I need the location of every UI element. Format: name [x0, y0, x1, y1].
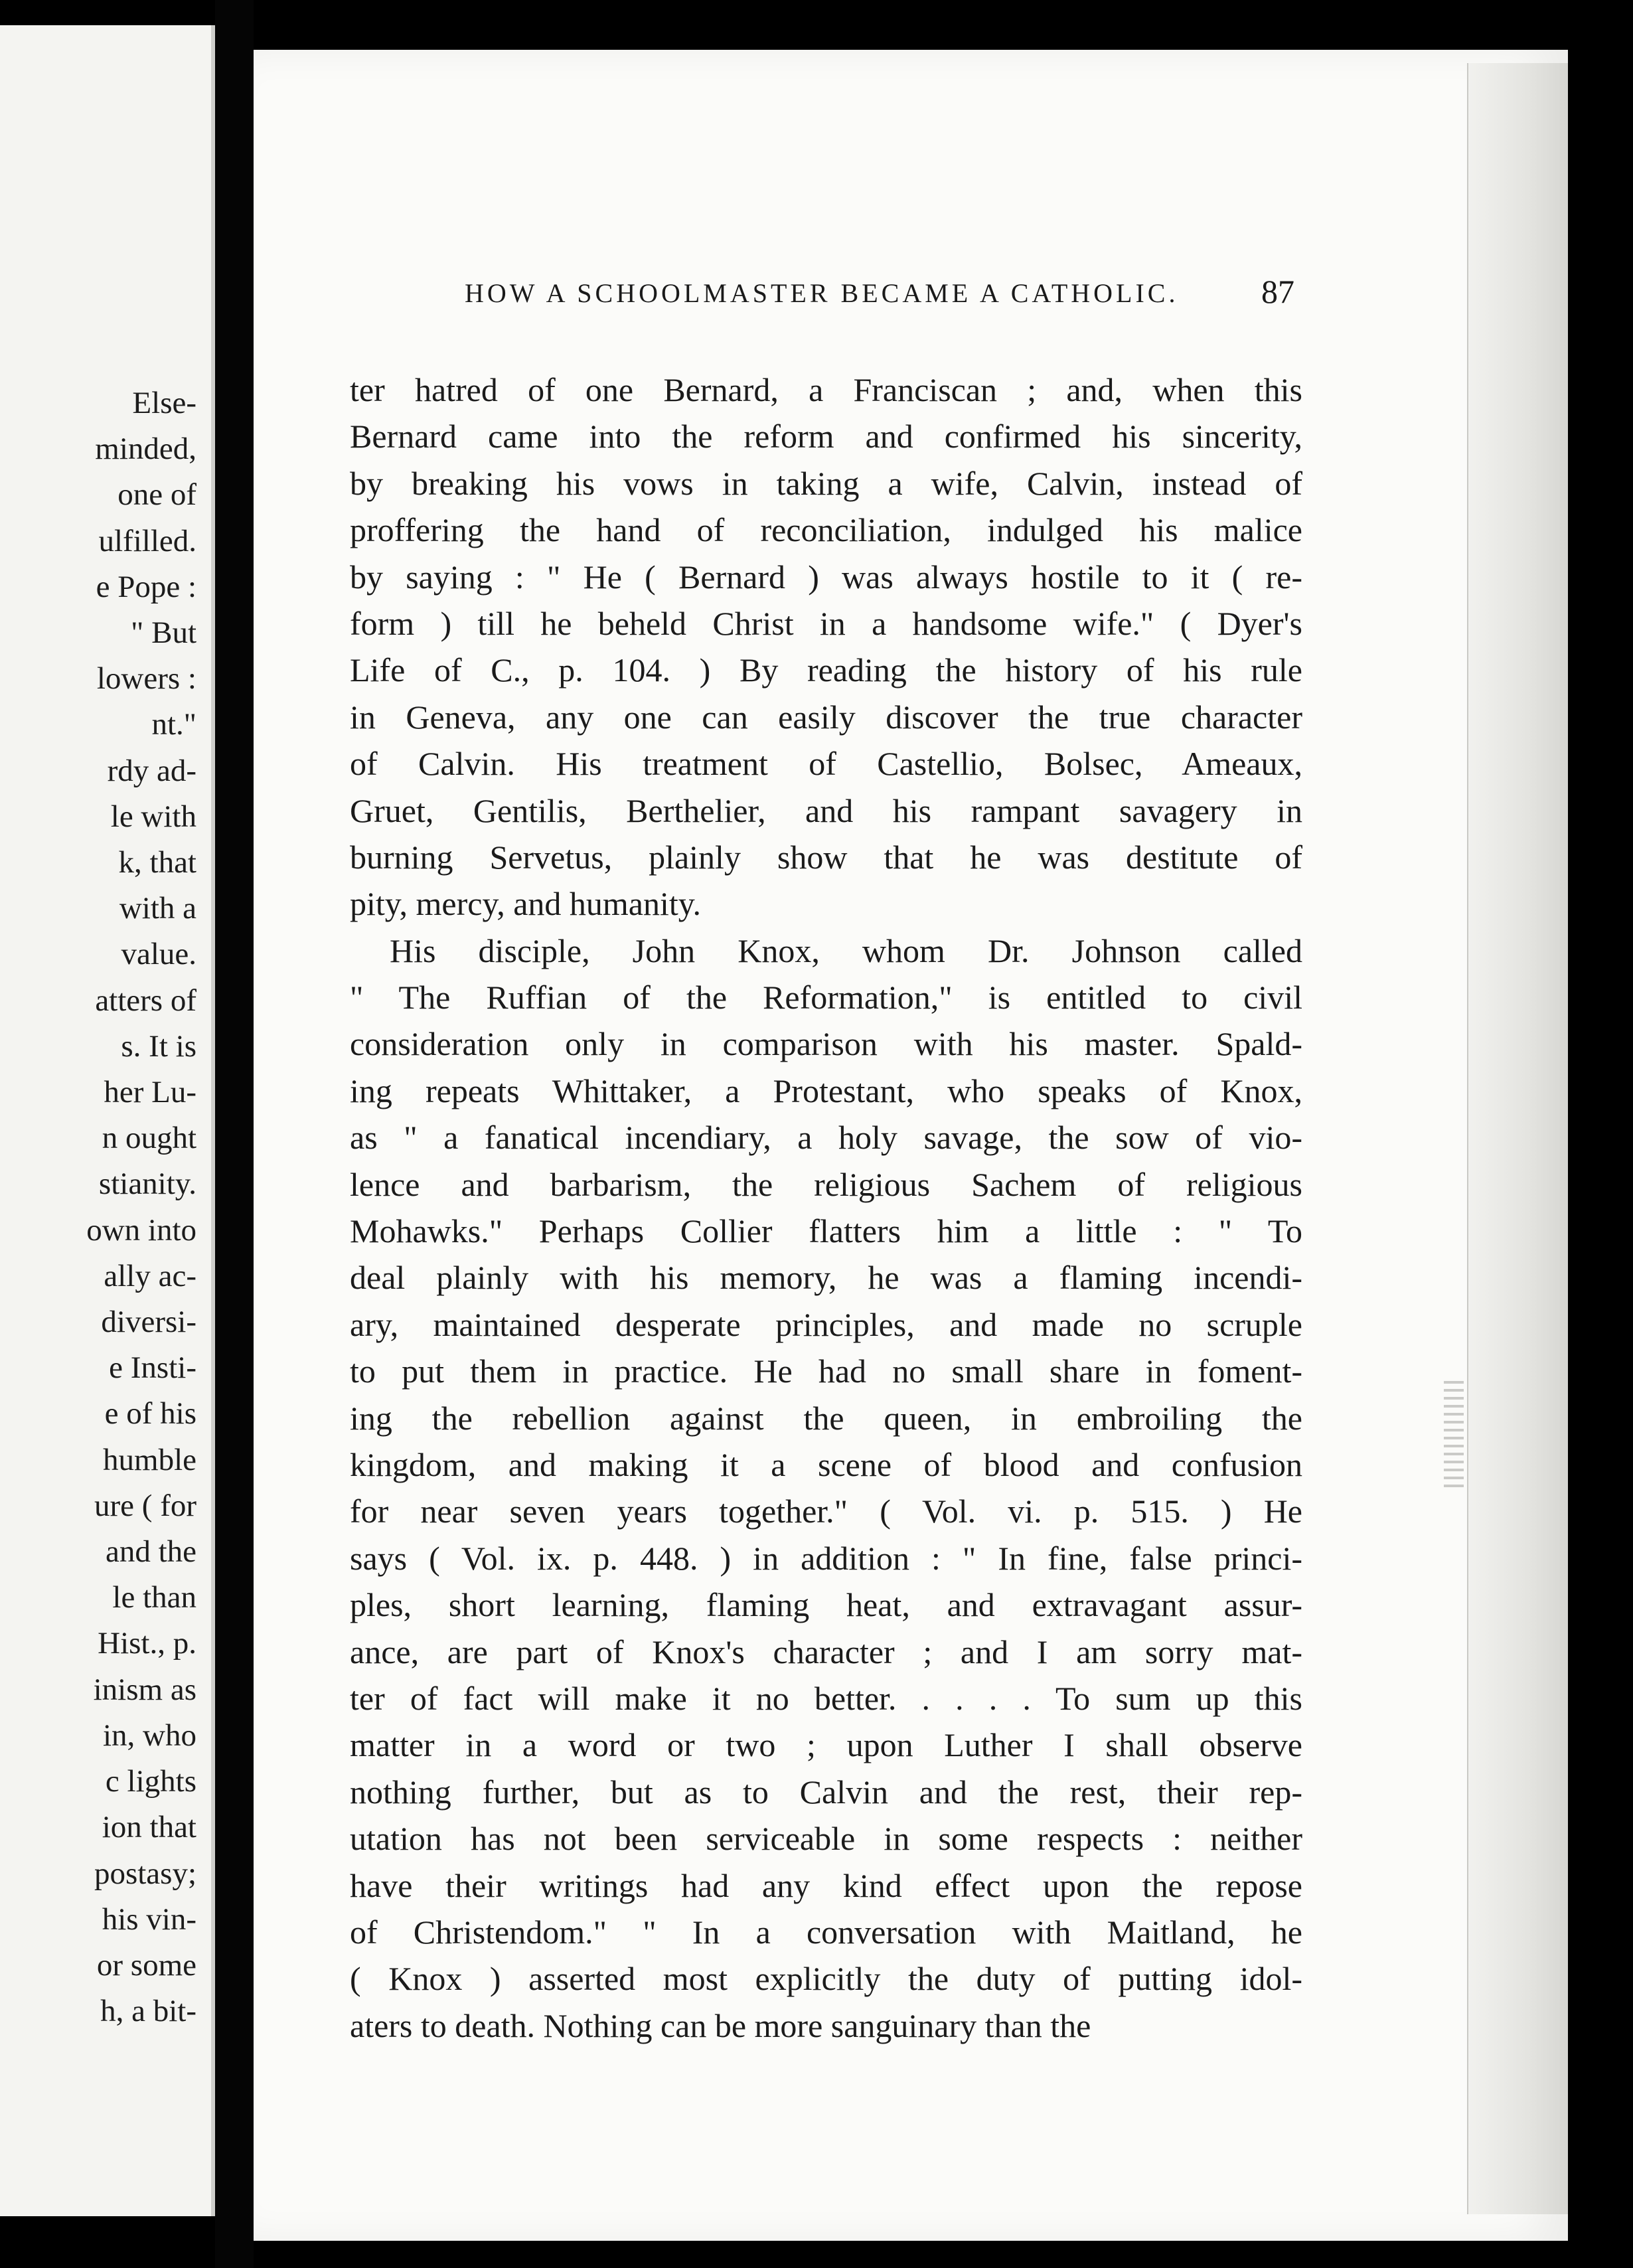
left-text-line: s. It is [121, 1028, 196, 1064]
text-line: by breaking his vows in taking a wife, Calvin, instead of [350, 464, 1302, 502]
left-text-line: value. [121, 937, 196, 972]
left-text-line: Else- [132, 386, 196, 420]
text-line: by saying : " He ( Bernard ) was always hostile to it ( re- [350, 558, 1302, 596]
text-line: in Geneva, any one can easily discover the true character [350, 698, 1302, 736]
left-text-line: nt." [151, 707, 196, 742]
text-line: consideration only in comparison with his master. Spald- [350, 1025, 1302, 1063]
left-text-line: or some [96, 1947, 196, 1983]
left-text-line: e of his [104, 1396, 196, 1431]
text-line: matter in a word or two ; upon Luther I shall observe [350, 1726, 1302, 1764]
text-line: utation has not been serviceable in some respects : neither [350, 1820, 1302, 1858]
page-edge-marks [1444, 1381, 1464, 1487]
left-text-line: in, who [103, 1718, 196, 1753]
text-line: Bernard came into the reform and confirmed his sincerity, [350, 418, 1302, 455]
text-line: ter hatred of one Bernard, a Franciscan ; and, when this [350, 371, 1302, 408]
left-text-line: humble [103, 1442, 196, 1477]
text-line: " The Ruffian of the Reformation," is entitled to civil [350, 979, 1302, 1016]
text-line: of Calvin. His treatment of Castellio, Bolsec, Ameaux, [350, 745, 1302, 783]
text-line: form ) till he beheld Christ in a handsome wife." ( Dyer's [350, 604, 1302, 642]
text-line: proffering the hand of reconciliation, indulged his malice [350, 511, 1302, 549]
text-line: to put them in practice. He had no small share in foment- [350, 1352, 1302, 1390]
left-text-line: n ought [102, 1121, 196, 1156]
left-text-line: e Insti- [109, 1350, 196, 1386]
left-text-line: h, a bit- [100, 1994, 196, 2029]
text-line: kingdom, and making it a scene of blood and confusion [350, 1445, 1302, 1483]
left-text-line: e Pope : [96, 569, 196, 604]
left-text-line: his vin- [102, 1902, 196, 1937]
left-text-line: postasy; [94, 1856, 196, 1891]
left-text-line: le than [112, 1580, 196, 1615]
text-line: ples, short learning, flaming heat, and extravagant assur- [350, 1586, 1302, 1624]
left-text-line: inism as [93, 1672, 196, 1707]
text-line: ing repeats Whittaker, a Protestant, who speaks of Knox, [350, 1072, 1302, 1109]
left-text-line: own into [86, 1212, 196, 1248]
left-page [0, 25, 215, 2216]
book-gutter [215, 0, 254, 2268]
page-number: 87 [1261, 273, 1294, 310]
left-text-line: lowers : [96, 661, 196, 696]
left-text-line: " But [131, 615, 196, 651]
text-line: deal plainly with his memory, he was a flaming incendi- [350, 1259, 1302, 1297]
left-page-text [0, 380, 196, 2034]
left-text-line: one of [117, 477, 196, 513]
text-line: of Christendom." " In a conversation with Maitland, he [350, 1913, 1302, 1951]
text-line: pity, mercy, and humanity. [350, 885, 702, 923]
text-line: Mohawks." Perhaps Collier flatters him a little : " To [350, 1212, 1302, 1250]
left-text-line: Hist., p. [98, 1626, 196, 1661]
text-line: His disciple, John Knox, whom Dr. Johnson called [390, 932, 1302, 969]
text-line: ary, maintained desperate principles, and made no scruple [350, 1305, 1302, 1343]
left-text-line: ally ac- [104, 1258, 196, 1293]
text-line: Gruet, Gentilis, Berthelier, and his rampant savagery in [350, 791, 1302, 829]
left-text-line: ure ( for [94, 1488, 196, 1523]
text-line: ( Knox ) asserted most explicitly the duty of putting idol- [350, 1960, 1302, 1998]
left-text-line: her Lu- [104, 1075, 196, 1110]
text-line: says ( Vol. ix. p. 448. ) in addition : " In fine, false princi- [350, 1539, 1302, 1577]
running-head: HOW A SCHOOLMASTER BECAME A CATHOLIC. [465, 278, 1179, 308]
text-line: ance, are part of Knox's character ; and I am sorry mat- [350, 1633, 1302, 1670]
text-line: aters to death. Nothing can be more sanguinary than the [350, 2006, 1091, 2044]
left-text-line: atters of [95, 983, 196, 1018]
left-text-line: with a [119, 891, 196, 926]
left-text-line: c lights [105, 1764, 196, 1799]
left-text-line: k, that [118, 845, 196, 880]
left-text-line: diversi- [101, 1305, 196, 1340]
page-edge [1467, 63, 1568, 2214]
left-text-line: ion that [102, 1810, 196, 1845]
left-text-line: le with [110, 799, 196, 834]
left-text-line: stianity. [98, 1167, 196, 1202]
left-text-line: and the [105, 1534, 196, 1570]
left-text-line: minded, [95, 432, 196, 467]
text-line: lence and barbarism, the religious Sachem of religious [350, 1165, 1302, 1203]
text-line: Life of C., p. 104. ) By reading the history of his rule [350, 651, 1302, 689]
text-line: for near seven years together." ( Vol. vi. p. 515. ) He [350, 1493, 1302, 1530]
text-line: as " a fanatical incendiary, a holy savage, the sow of vio- [350, 1119, 1302, 1157]
text-line: have their writings had any kind effect upon the repose [350, 1866, 1302, 1904]
left-text-line: ulfilled. [98, 523, 196, 558]
text-line: burning Servetus, plainly show that he was destitute of [350, 838, 1302, 876]
text-line: ing the rebellion against the queen, in embroiling the [350, 1399, 1302, 1437]
text-line: ter of fact will make it no better. . . . . To sum up this [350, 1679, 1302, 1717]
body-text [350, 366, 1302, 2049]
left-text-line: rdy ad- [107, 753, 196, 788]
text-line: nothing further, but as to Calvin and the rest, their rep- [350, 1773, 1302, 1811]
